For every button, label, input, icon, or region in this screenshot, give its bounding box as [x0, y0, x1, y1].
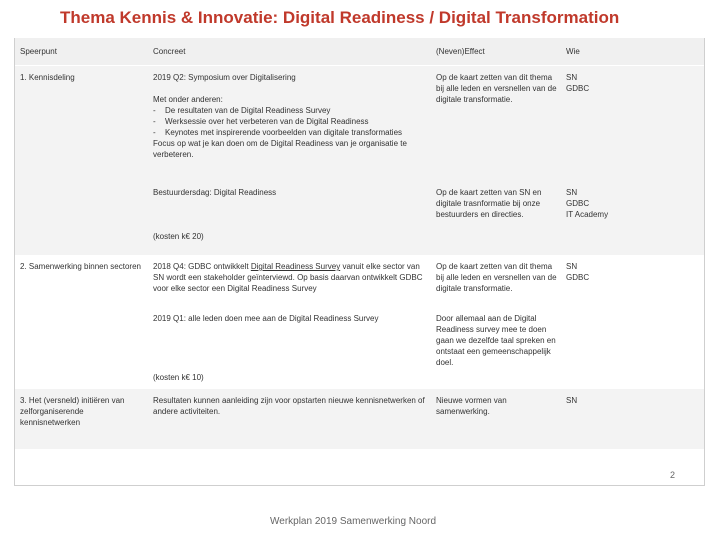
wie-item: GDBC	[566, 199, 590, 208]
header-speerpunt: Speerpunt	[15, 38, 148, 65]
page-number: 2	[670, 470, 676, 480]
concreet-intro: 2019 Q2: Symposium over Digitalisering	[153, 72, 296, 82]
speerpunt-cell	[15, 187, 148, 255]
concreet-list	[153, 105, 427, 138]
table-row	[15, 313, 704, 389]
effect-cell	[431, 65, 561, 187]
concreet-list-intro: Met onder anderen:	[153, 94, 223, 104]
concreet-intro: Resultaten kunnen aanleiding zijn voor opstarten nieuwe kennisnetwerken of andere activiteiten.	[153, 396, 425, 416]
table-row	[15, 389, 704, 449]
speerpunt-label: 2. Samenwerking binnen sectoren	[20, 262, 141, 271]
header-wie: Wie	[561, 38, 704, 65]
concreet-cell	[148, 389, 431, 449]
wie-item: SN	[566, 262, 578, 271]
table-row	[15, 255, 704, 313]
plan-table	[15, 38, 704, 449]
effect-cell	[431, 187, 561, 255]
concreet-rest: vanuit elke sector van SN wordt een stakeholder geïnterviewd. Op basis daarvan ontwikkelt GDBC voor elke sector een Digital Readiness Survey	[153, 262, 423, 293]
cost-label: (kosten k€ 10)	[153, 373, 204, 382]
list-item: - Keynotes met inspirerende voorbeelden van digitale transformaties	[153, 127, 427, 138]
effect-cell	[431, 255, 561, 313]
speerpunt-cell	[15, 255, 148, 313]
survey-link[interactable]: Digital Readiness Survey	[250, 262, 341, 271]
effect-text: Op de kaart zetten van SN en digitale trasnformatie bij onze bestuurders en directies.	[436, 188, 542, 219]
page-title: Thema Kennis & Innovatie: Digital Readiness / Digital Transformation	[60, 8, 620, 27]
speerpunt-cell	[15, 65, 148, 187]
concreet-cell	[148, 65, 431, 187]
header-concreet: Concreet	[148, 38, 431, 65]
footer-text: Werkplan 2019 Samenwerking Noord	[270, 516, 437, 527]
wie-item: SN	[566, 72, 578, 82]
cost-label: (kosten k€ 20)	[153, 232, 204, 241]
wie-cell	[561, 187, 704, 255]
concreet-outro: Focus op wat je kan doen om de Digital Readiness van je organisatie te verbeteren.	[153, 138, 407, 159]
wie-cell	[561, 313, 704, 389]
concreet-prefix: 2018 Q4: GDBC ontwikkelt	[153, 262, 251, 271]
wie-cell	[561, 255, 704, 313]
effect-cell	[431, 389, 561, 449]
concreet-intro: 2019 Q1: alle leden doen mee aan de Digital Readiness Survey	[153, 314, 379, 323]
list-item: - Werksessie over het verbeteren van de Digital Readiness	[153, 116, 427, 127]
concreet-cell	[148, 313, 431, 389]
concreet-cell	[148, 255, 431, 313]
effect-cell	[431, 313, 561, 389]
wie-item: IT Academy	[566, 210, 609, 219]
wie-cell	[561, 389, 704, 449]
table-row	[15, 65, 704, 187]
wie-item: SN	[566, 396, 578, 405]
wie-item: SN	[566, 188, 578, 197]
table-row	[15, 187, 704, 255]
wie-cell	[561, 65, 704, 187]
table-header-row	[15, 38, 704, 65]
speerpunt-cell	[15, 313, 148, 389]
wie-item: GDBC	[566, 83, 590, 93]
effect-text: Nieuwe vormen van samenwerking.	[436, 396, 507, 416]
list-item: - De resultaten van de Digital Readiness Survey	[153, 105, 427, 116]
header-effect: (Neven)Effect	[431, 38, 561, 65]
speerpunt-label: 3. Het (versneld) initiëren van zelforganiserende kennisnetwerken	[20, 396, 125, 427]
concreet-cell	[148, 187, 431, 255]
effect-text: Op de kaart zetten van dit thema bij alle leden en versnellen van de digitale transformatie.	[436, 72, 557, 104]
speerpunt-cell	[15, 389, 148, 449]
effect-text: Door allemaal aan de Digital Readiness survey mee te doen gaan we dezelfde taal spreken en ontstaat een gemeenschappelijk doel.	[436, 314, 556, 367]
speerpunt-label: 1. Kennisdeling	[20, 72, 75, 82]
concreet-intro: Bestuurdersdag: Digital Readiness	[153, 188, 277, 197]
wie-item: GDBC	[566, 273, 590, 282]
effect-text: Op de kaart zetten van dit thema bij alle leden en versnellen van de digitale transformatie.	[436, 262, 557, 293]
